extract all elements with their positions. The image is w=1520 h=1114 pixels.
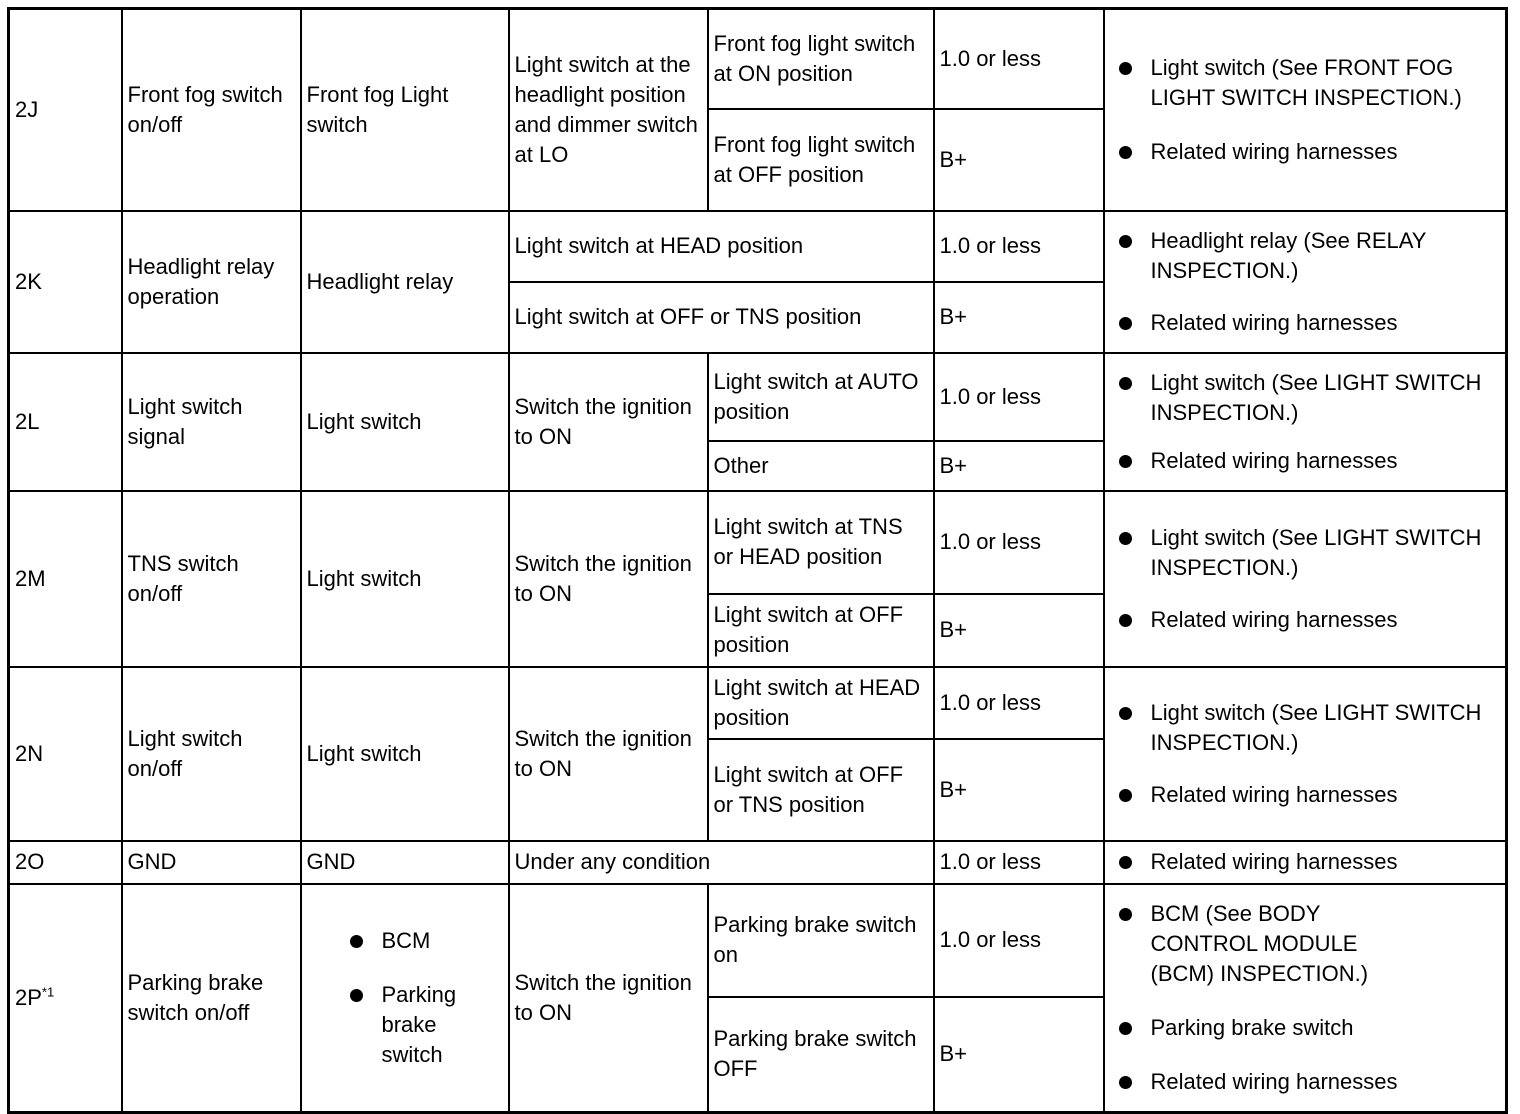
remedy-cell — [1104, 353, 1507, 491]
remedy-item: Light switch (See LIGHT SWITCH INSPECTION.) — [1151, 368, 1496, 428]
table-row — [9, 667, 1507, 739]
standard-cell: B+ — [934, 594, 1104, 667]
connected-item: BCM — [382, 926, 503, 956]
remedy-cell — [1104, 841, 1507, 884]
measurement-cell: Switch the ignition to ON — [509, 491, 708, 667]
table-row — [9, 211, 1507, 283]
connected-cell — [301, 884, 509, 1113]
terminal-footnote: *1 — [41, 984, 55, 1000]
item-cell: Headlight relay operation — [122, 211, 301, 353]
condition-cell: Parking brake switch OFF — [708, 997, 934, 1112]
table-row — [9, 884, 1507, 998]
condition-cell: Light switch at OFF position — [708, 594, 934, 667]
table-row — [9, 9, 1507, 109]
item-cell: Light switch on/off — [122, 667, 301, 841]
remedy-item: Light switch (See FRONT FOG LIGHT SWITCH INSPECTION.) — [1151, 53, 1496, 113]
condition-cell: Front fog light switch at ON position — [708, 9, 934, 109]
condition-cell: Light switch at HEAD position — [708, 667, 934, 739]
standard-cell: 1.0 or less — [934, 884, 1104, 998]
measurement-cell: Light switch at the headlight position and dimmer switch at LO — [509, 9, 708, 211]
remedy-cell — [1104, 9, 1507, 211]
terminal-cell: 2O — [9, 841, 122, 884]
table-row — [9, 491, 1507, 594]
terminal-cell — [9, 884, 122, 1113]
remedy-item: Related wiring harnesses — [1151, 1067, 1496, 1097]
standard-cell: B+ — [934, 441, 1104, 491]
standard-cell: B+ — [934, 997, 1104, 1112]
remedy-cell — [1104, 211, 1507, 353]
connected-cell: Front fog Light switch — [301, 9, 509, 211]
terminal-cell: 2J — [9, 9, 122, 211]
item-cell: Parking brake switch on/off — [122, 884, 301, 1113]
condition-cell: Other — [708, 441, 934, 491]
standard-cell: 1.0 or less — [934, 353, 1104, 441]
standard-cell: 1.0 or less — [934, 667, 1104, 739]
item-cell: Front fog switch on/off — [122, 9, 301, 211]
remedy-item: Light switch (See LIGHT SWITCH INSPECTION.) — [1151, 698, 1496, 758]
terminal-cell: 2K — [9, 211, 122, 353]
condition-cell: Parking brake switch on — [708, 884, 934, 998]
table-row — [9, 353, 1507, 441]
measurement-cell: Switch the ignition to ON — [509, 667, 708, 841]
remedy-item: Headlight relay (See RELAY INSPECTION.) — [1151, 226, 1496, 286]
condition-cell: Light switch at AUTO position — [708, 353, 934, 441]
connected-item: Parking brake switch — [382, 980, 462, 1070]
table-row — [9, 841, 1507, 884]
terminal-label: 2P — [15, 984, 42, 1010]
remedy-item: Light switch (See LIGHT SWITCH INSPECTION.) — [1151, 523, 1496, 583]
connected-cell: Light switch — [301, 667, 509, 841]
condition-cell: Under any condition — [509, 841, 934, 884]
condition-cell: Light switch at TNS or HEAD position — [708, 491, 934, 594]
terminal-cell: 2M — [9, 491, 122, 667]
standard-cell: 1.0 or less — [934, 841, 1104, 884]
standard-cell: B+ — [934, 282, 1104, 352]
remedy-cell — [1104, 884, 1507, 1113]
condition-cell: Light switch at OFF or TNS position — [708, 739, 934, 841]
standard-cell: B+ — [934, 739, 1104, 841]
remedy-cell — [1104, 491, 1507, 667]
condition-cell: Light switch at OFF or TNS position — [509, 282, 934, 352]
remedy-item: Related wiring harnesses — [1151, 605, 1496, 635]
item-cell: Light switch signal — [122, 353, 301, 491]
remedy-item: Related wiring harnesses — [1151, 308, 1496, 338]
measurement-cell: Switch the ignition to ON — [509, 353, 708, 491]
item-cell: GND — [122, 841, 301, 884]
terminal-cell: 2L — [9, 353, 122, 491]
connected-cell: Headlight relay — [301, 211, 509, 353]
standard-cell: 1.0 or less — [934, 211, 1104, 283]
connected-cell: GND — [301, 841, 509, 884]
measurement-cell: Switch the ignition to ON — [509, 884, 708, 1113]
remedy-item: Related wiring harnesses — [1151, 446, 1496, 476]
connected-cell: Light switch — [301, 353, 509, 491]
remedy-cell — [1104, 667, 1507, 841]
inspection-table — [7, 7, 1508, 1114]
standard-cell: 1.0 or less — [934, 9, 1104, 109]
connected-cell: Light switch — [301, 491, 509, 667]
item-cell: TNS switch on/off — [122, 491, 301, 667]
condition-cell: Front fog light switch at OFF position — [708, 109, 934, 211]
condition-cell: Light switch at HEAD position — [509, 211, 934, 283]
remedy-item: Related wiring harnesses — [1151, 780, 1496, 810]
standard-cell: 1.0 or less — [934, 491, 1104, 594]
remedy-item: BCM (See BODY CONTROL MODULE (BCM) INSPECTION.) — [1151, 899, 1411, 989]
remedy-item: Parking brake switch — [1151, 1013, 1496, 1043]
standard-cell: B+ — [934, 109, 1104, 211]
terminal-cell: 2N — [9, 667, 122, 841]
remedy-item: Related wiring harnesses — [1151, 137, 1496, 167]
remedy-item: Related wiring harnesses — [1151, 847, 1496, 877]
